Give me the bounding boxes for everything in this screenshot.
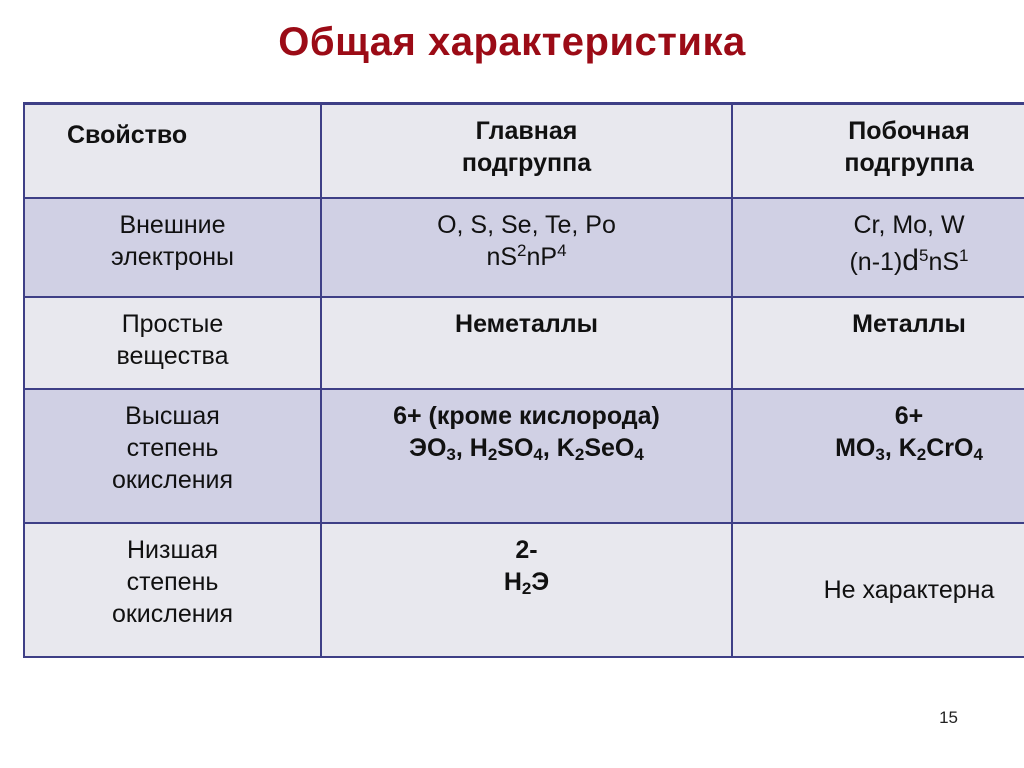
property-line: окисления bbox=[111, 599, 234, 628]
header-side-line1: Побочная bbox=[848, 117, 970, 145]
slide-title: Общая характеристика bbox=[278, 20, 746, 64]
header-side-line2: подгруппа bbox=[844, 149, 974, 177]
main-formulas: $ЭO_3$, $H_2SO_4$, $K_2SeO_4$ bbox=[409, 433, 644, 464]
property-line: электроны bbox=[111, 242, 234, 271]
property-line: степень bbox=[126, 567, 219, 596]
header-property-label: Свойство bbox=[67, 121, 188, 149]
property-line: степень bbox=[126, 433, 219, 462]
property-line: Внешние bbox=[119, 210, 226, 239]
properties-table bbox=[23, 102, 1024, 658]
header-property bbox=[24, 104, 321, 198]
cell-main: Неметаллы bbox=[321, 297, 732, 389]
table-row bbox=[24, 297, 1024, 389]
header-side-subgroup bbox=[732, 104, 1024, 198]
cell-side: Металлы bbox=[732, 297, 1024, 389]
cell-property bbox=[24, 523, 321, 657]
table-row bbox=[24, 389, 1024, 523]
table-header-row bbox=[24, 104, 1024, 198]
cell-main bbox=[321, 198, 732, 297]
cell-property bbox=[24, 389, 321, 523]
property-line: Высшая bbox=[125, 401, 220, 430]
cell-main bbox=[321, 389, 732, 523]
property-line: Простые bbox=[121, 309, 224, 338]
cell-property bbox=[24, 198, 321, 297]
property-line: окисления bbox=[111, 465, 234, 494]
cell-side bbox=[732, 198, 1024, 297]
table-row bbox=[24, 523, 1024, 657]
cell-side bbox=[732, 523, 1024, 657]
table-row bbox=[24, 198, 1024, 297]
property-line: вещества bbox=[116, 341, 229, 370]
header-main-line1: Главная bbox=[475, 117, 578, 145]
main-elements: O, S, Se, Te, Po bbox=[437, 210, 616, 239]
header-main-subgroup bbox=[321, 104, 732, 198]
main-formula: $H_2Э$ bbox=[503, 567, 550, 598]
side-not-typical: Не характерна bbox=[823, 575, 995, 604]
main-oxidation-state: 2- bbox=[515, 535, 538, 564]
cell-side bbox=[732, 389, 1024, 523]
page-number: 15 bbox=[939, 708, 958, 727]
side-oxidation-state: 6+ bbox=[894, 401, 924, 430]
cell-property bbox=[24, 297, 321, 389]
property-line: Низшая bbox=[127, 535, 218, 564]
side-formulas: $MO_3$, $K_2CrO_4$ bbox=[835, 433, 983, 464]
main-oxidation-state: 6+ (кроме кислорода) bbox=[393, 401, 660, 430]
header-main-line2: подгруппа bbox=[461, 149, 592, 177]
main-electron-config: $nS^2nP^4$ bbox=[486, 240, 567, 271]
side-elements: Cr, Mo, W bbox=[853, 210, 965, 239]
cell-main bbox=[321, 523, 732, 657]
side-electron-config: $(n-1)d^5nS^1$ bbox=[849, 243, 969, 277]
